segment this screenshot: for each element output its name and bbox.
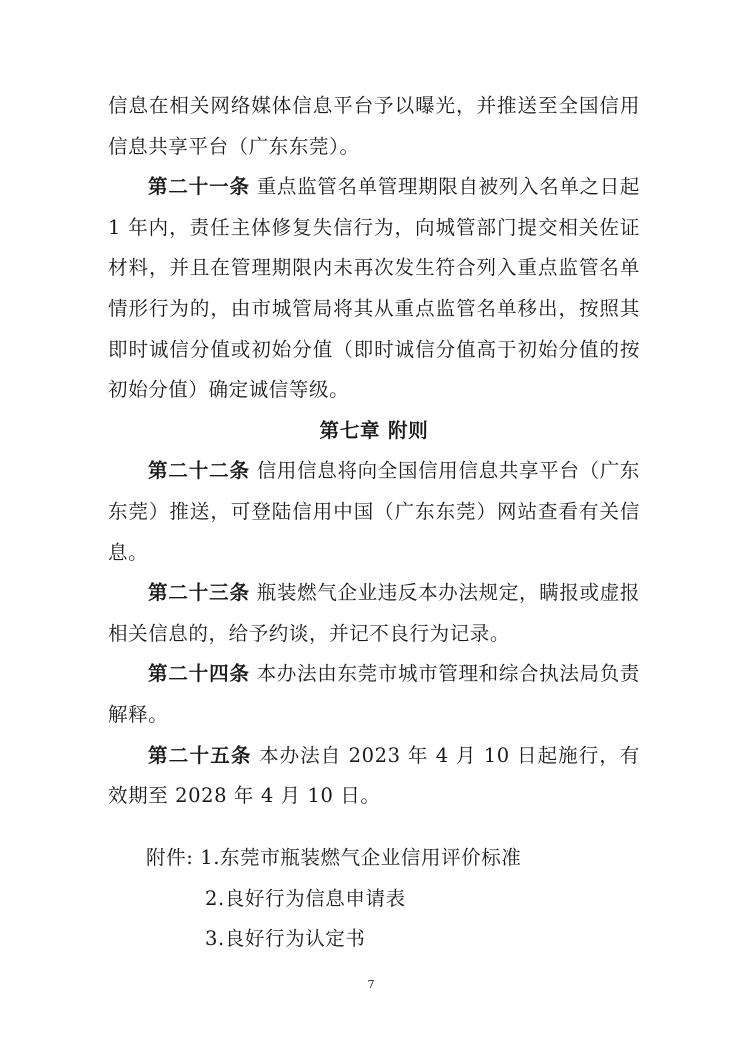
- article-text: 瓶装燃气企业违反本办法规定，瞒报或虚报相关信息的，给予约谈，并记不良行为记录。: [108, 581, 640, 645]
- paragraph-continuation: [108, 86, 640, 167]
- article-25: [108, 736, 640, 817]
- article-title: 第二十三条: [148, 581, 250, 605]
- attachment-item: 2.良好行为信息申请表: [205, 886, 406, 910]
- attachment-row-1: [146, 838, 522, 879]
- page-number: 7: [367, 978, 375, 991]
- article-23: [108, 573, 640, 654]
- article-text: 本办法自 2023 年 4 月 10 日起施行，有效期至 2028 年 4 月 10 日。: [108, 743, 640, 808]
- article-text: 本办法由东莞市城市管理和综合执法局负责解释。: [108, 662, 640, 726]
- attachments: [146, 838, 522, 960]
- attachment-row-3: [146, 919, 522, 960]
- article-title: 第二十二条: [148, 459, 250, 483]
- document-body: [108, 86, 640, 817]
- article-title: 第二十五条: [148, 743, 252, 767]
- article-22: [108, 451, 640, 573]
- article-text: 重点监管名单管理期限自被列入名单之日起 1 年内，责任主体修复失信行为，向城管部门提交相关佐证材料，并且在管理期限内未再次发生符合列入重点监管名单情形行为的，由市城管局将其从重点监管名单移出，按照其即时诚信分值或初始分值（即时诚信分值高于初始分值的按初始分值）确定诚信等级。: [108, 175, 640, 402]
- paragraph-text: 信息在相关网络媒体信息平台予以曝光，并推送至全国信用信息共享平台（广东东莞）。: [108, 94, 640, 158]
- article-title: 第二十四条: [148, 662, 250, 686]
- attachment-item: 1.东莞市瓶装燃气企业信用评价标准: [200, 846, 522, 869]
- article-24: [108, 654, 640, 735]
- attachments-label: 附件:: [146, 846, 194, 869]
- attachment-row-2: [146, 879, 522, 920]
- article-title: 第二十一条: [148, 175, 250, 199]
- chapter-heading: 第七章 附则: [319, 418, 429, 442]
- article-text: 信用信息将向全国信用信息共享平台（广东东莞）推送，可登陆信用中国（广东东莞）网站查看有关信息。: [108, 459, 640, 564]
- attachment-item: 3.良好行为认定书: [205, 927, 366, 951]
- article-21: [108, 167, 640, 411]
